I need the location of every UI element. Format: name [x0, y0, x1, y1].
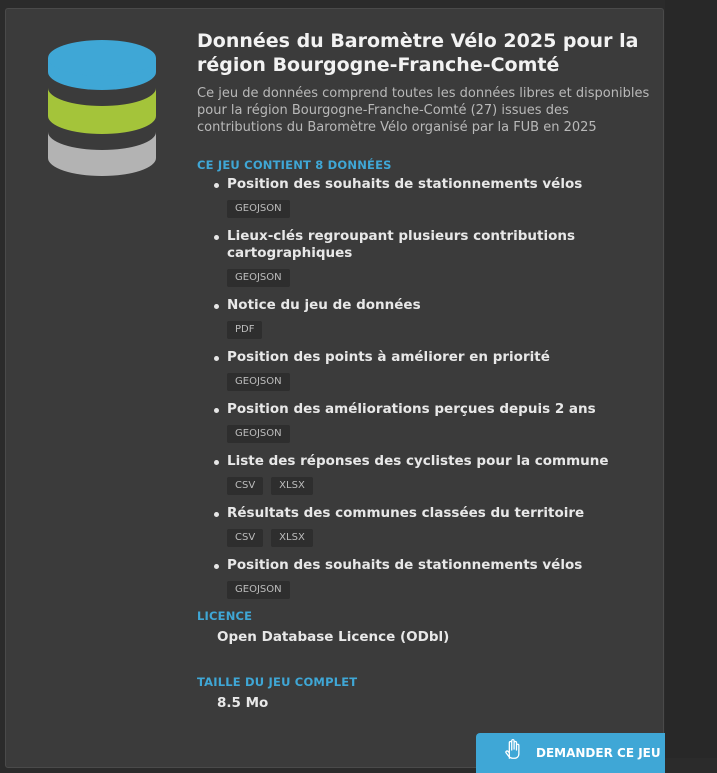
dataset-item [197, 453, 657, 491]
contents-label: CE JEU CONTIENT 8 DONNÉES [197, 158, 392, 172]
format-tags [227, 473, 657, 491]
format-tag[interactable]: GEOJSON [227, 373, 290, 391]
dataset-info [197, 29, 657, 711]
dataset-item [197, 228, 657, 283]
licence-label: LICENCE [197, 609, 253, 623]
format-tags [227, 317, 657, 335]
dataset-item [197, 176, 657, 214]
dataset-item-title: Position des améliorations perçues depuis 2 ans [227, 401, 596, 417]
dataset-item [197, 401, 657, 439]
dataset-item-title: Résultats des communes classées du territoire [227, 505, 585, 521]
format-tag[interactable]: GEOJSON [227, 269, 290, 287]
dataset-items-list [197, 176, 657, 595]
format-tags [227, 265, 657, 283]
format-tags [227, 196, 657, 214]
format-tags [227, 369, 657, 387]
size-value: 8.5 Mo [217, 695, 269, 711]
format-tag[interactable]: GEOJSON [227, 581, 290, 599]
licence-value: Open Database Licence (ODbl) [217, 629, 450, 645]
format-tag[interactable]: XLSX [271, 477, 313, 495]
request-dataset-button[interactable] [476, 733, 665, 773]
dataset-item-title: Position des souhaits de stationnements vélos [227, 176, 583, 192]
dataset-description: Ce jeu de données comprend toutes les données libres et disponibles pour la région Bourgogne-Franche-Comté (27) issues des contributions du Baromètre Vélo organisé par la FUB en 2025 [197, 86, 650, 135]
dataset-item-title: Lieux-clés regroupant plusieurs contributions cartographiques [227, 228, 576, 261]
dataset-item-title: Position des souhaits de stationnements vélos [227, 557, 583, 573]
format-tag[interactable]: XLSX [271, 529, 313, 547]
dataset-item-title: Notice du jeu de données [227, 297, 421, 313]
dataset-item [197, 349, 657, 387]
dataset-card [5, 8, 664, 768]
format-tag[interactable]: PDF [227, 321, 262, 339]
database-icon [48, 40, 156, 178]
format-tag[interactable]: CSV [227, 477, 263, 495]
dataset-item-title: Position des points à améliorer en priorité [227, 349, 550, 365]
dataset-item [197, 557, 657, 595]
dataset-item-title: Liste des réponses des cyclistes pour la commune [227, 453, 609, 469]
dataset-title: Données du Baromètre Vélo 2025 pour la région Bourgogne-Franche-Comté [197, 30, 639, 76]
format-tag[interactable]: GEOJSON [227, 200, 290, 218]
format-tags [227, 421, 657, 439]
dataset-item [197, 297, 657, 335]
size-label: TAILLE DU JEU COMPLET [197, 675, 358, 689]
format-tags [227, 577, 657, 595]
format-tags [227, 525, 657, 543]
page-background-strip [665, 0, 717, 758]
format-tag[interactable]: GEOJSON [227, 425, 290, 443]
format-tag[interactable]: CSV [227, 529, 263, 547]
dataset-item [197, 505, 657, 543]
request-dataset-label: DEMANDER CE JEU [536, 746, 661, 760]
